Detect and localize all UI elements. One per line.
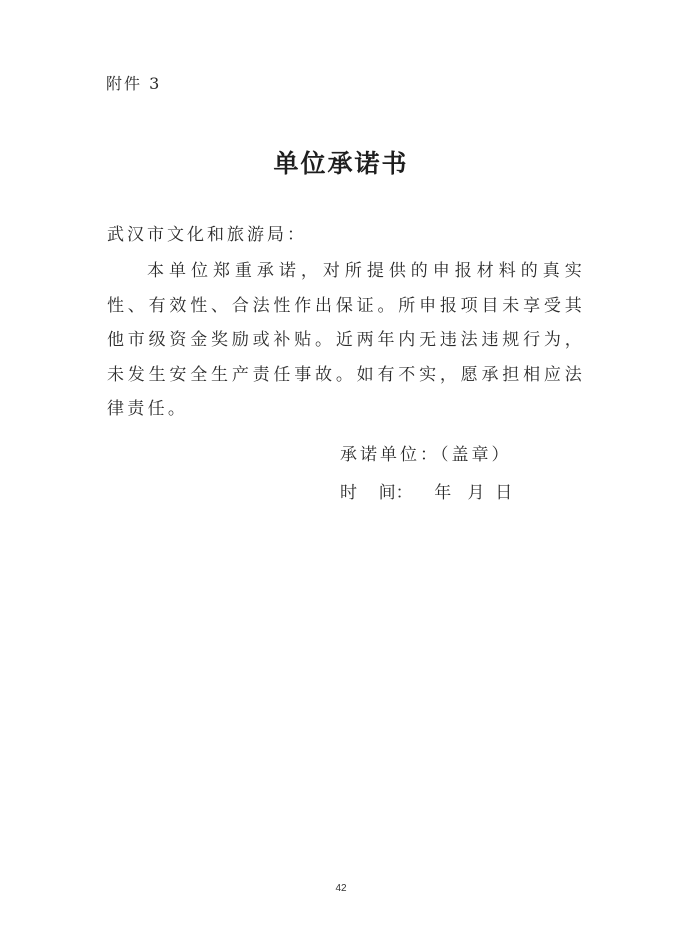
signature-date-line: 时 间： 年 月 日 <box>340 483 513 503</box>
attachment-label: 附件 3 <box>106 74 162 93</box>
document-title: 单位承诺书 <box>273 149 409 178</box>
addressee-line: 武汉市文化和旅游局： <box>107 225 307 245</box>
page-number: 42 <box>335 883 347 894</box>
signature-unit-line: 承诺单位：（盖章） <box>340 445 512 465</box>
commitment-paragraph: 本单位郑重承诺，对所提供的申报材料的真实性、有效性、合法性作出保证。所申报项目未享受其他市级资金奖励或补贴。近两年内无违法违规行为，未发生安全生产责任事故。如有不实，愿承担相应法律责任。 <box>107 261 585 419</box>
